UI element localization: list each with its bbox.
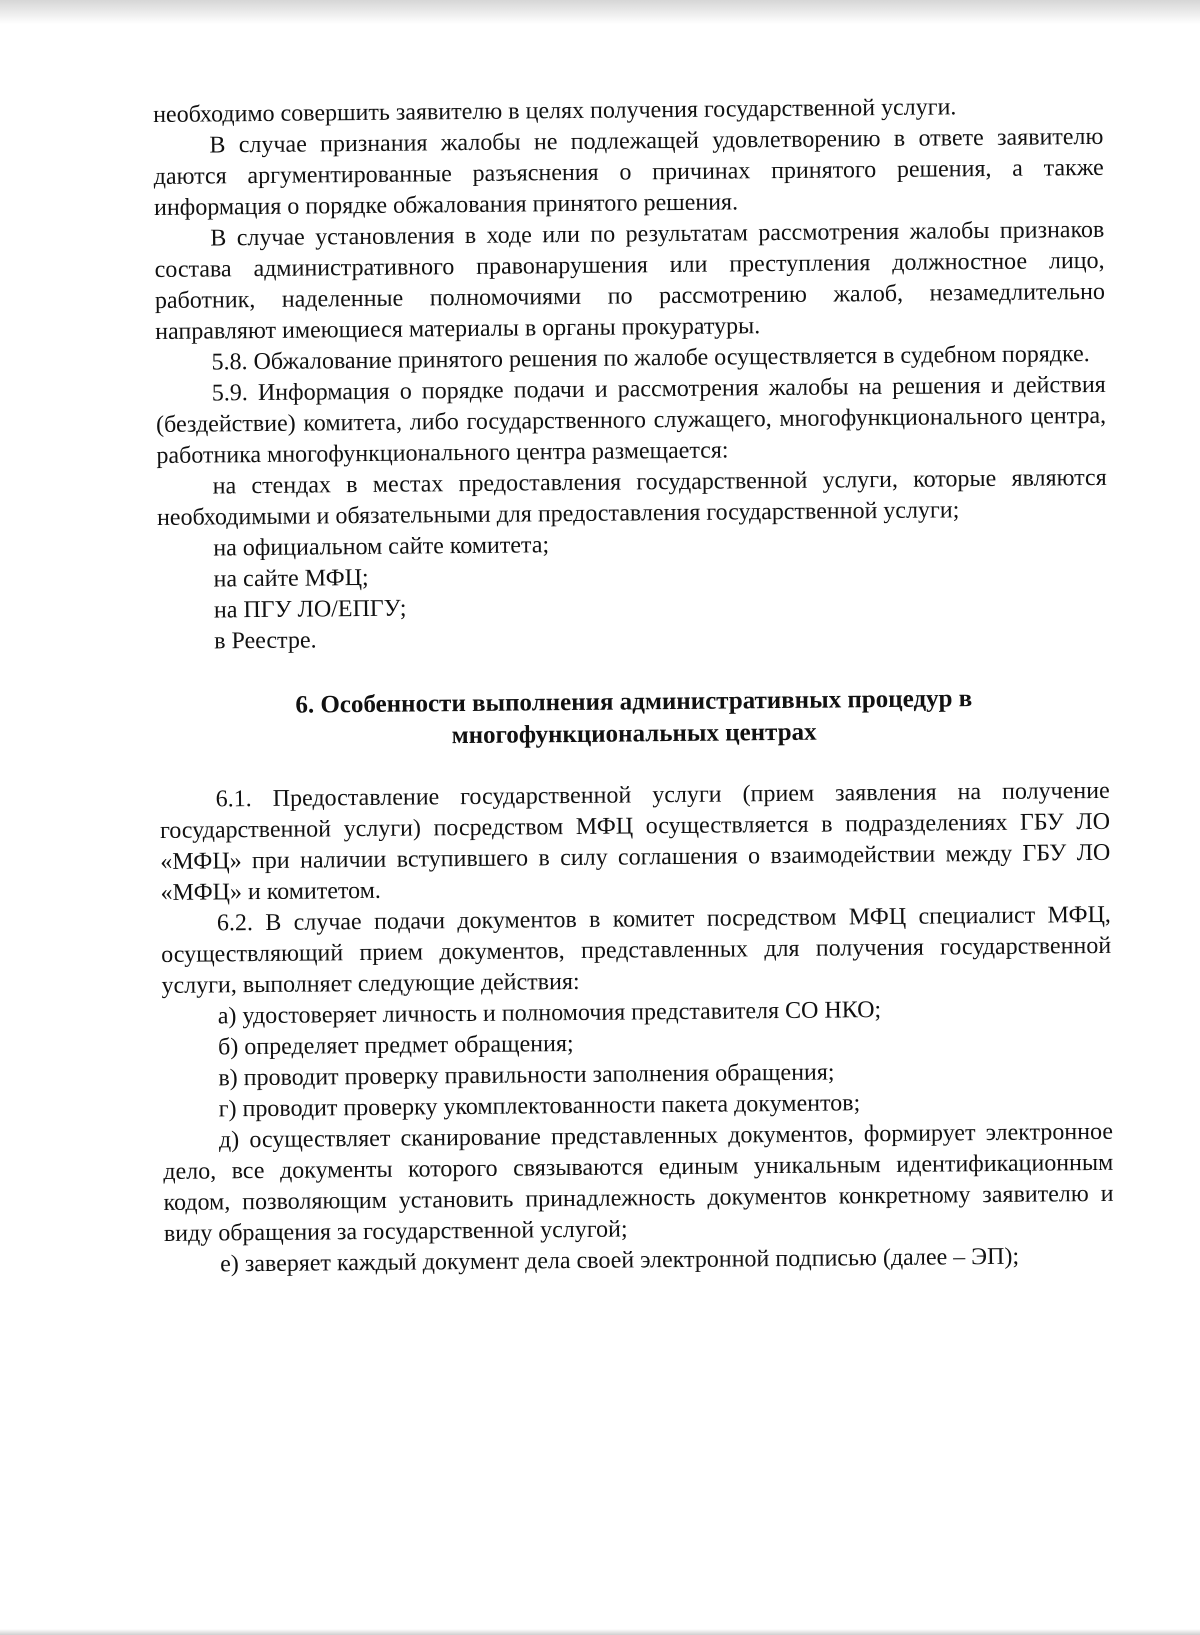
paragraph-rejection: В случае признания жалобы не подлежащей удовлетворению в ответе заявителю даются аргументированные разъяснения о причинах принятого решения, а также информация о порядке обжалования принятого решения. — [153, 123, 1104, 221]
paragraph-5-9: 5.9. Информация о порядке подачи и рассмотрения жалобы на решения и действия (бездействие) комитета, либо государственного служащего, многофункционального центра, работника многофункционального центра размещается: — [155, 371, 1107, 469]
list-item: г) проводит проверку укомплектованности пакета документов; — [218, 1090, 861, 1123]
paragraph-6-2: 6.2. В случае подачи документов в комитет посредством МФЦ специалист МФЦ, осуществляющий прием документов, представленных для получения государственной услуги, выполняет следующие действия: — [161, 901, 1112, 999]
list-item: на сайте МФЦ; — [213, 564, 369, 593]
paragraph-continuation: необходимо совершить заявителю в целях получения государственной услуги. — [153, 94, 957, 128]
list-item: на официальном сайте комитета; — [213, 532, 550, 562]
paragraph-5-8: 5.8. Обжалование принятого решения по жалобе осуществляется в судебном порядке. — [211, 341, 1090, 376]
list-item: а) удостоверяет личность и полномочия представителя СО НКО; — [217, 997, 882, 1030]
paragraph-prosecution: В случае установления в ходе или по результатам рассмотрения жалобы признаков состава административного правонарушения или преступления должностное лицо, работник, наделенные полномочиями по рассмотрению жалоб, незамедлительно направляют имеющиеся материалы в органы прокуратуры. — [154, 216, 1106, 345]
list-item: на ПГУ ЛО/ЕПГУ; — [213, 595, 407, 624]
list-item: в Реестре. — [214, 627, 317, 655]
document-page — [153, 91, 1114, 1281]
list-item: б) определяет предмет обращения; — [217, 1031, 574, 1061]
section-6-heading — [159, 682, 1110, 755]
paragraph-6-1: 6.1. Предоставление государственной услуги (прием заявления на получение государственной услуги) посредством МФЦ осуществляется в подразделениях ГБУ ЛО «МФЦ» при наличии вступившего в силу соглашения о взаимодействии между ГБУ ЛО «МФЦ» и комитетом. — [159, 777, 1111, 906]
paragraph-stands: на стендах в местах предоставления государственной услуги, которые являются необходимыми и обязательными для предоставления государственной услуги; — [156, 464, 1107, 531]
list-item: в) проводит проверку правильности заполнения обращения; — [218, 1059, 835, 1092]
paragraph-6-2-e: е) заверяет каждый документ дела своей электронной подписью (далее – ЭП); — [220, 1243, 1020, 1278]
scan-edge-bottom — [0, 1629, 1200, 1635]
scan-edge-top — [0, 0, 1200, 24]
paragraph-6-2-d: д) осуществляет сканирование представленных документов, формирует электронное дело, все документы которого связываются единым уникальным идентификационным кодом, позволяющим установить принадлежность документов конкретному заявителю и виду обращения за государственной услугой; — [163, 1118, 1114, 1247]
heading-line-2: многофункциональных центрах — [451, 718, 817, 750]
heading-line-1: 6. Особенности выполнения административных процедур в — [295, 685, 973, 719]
